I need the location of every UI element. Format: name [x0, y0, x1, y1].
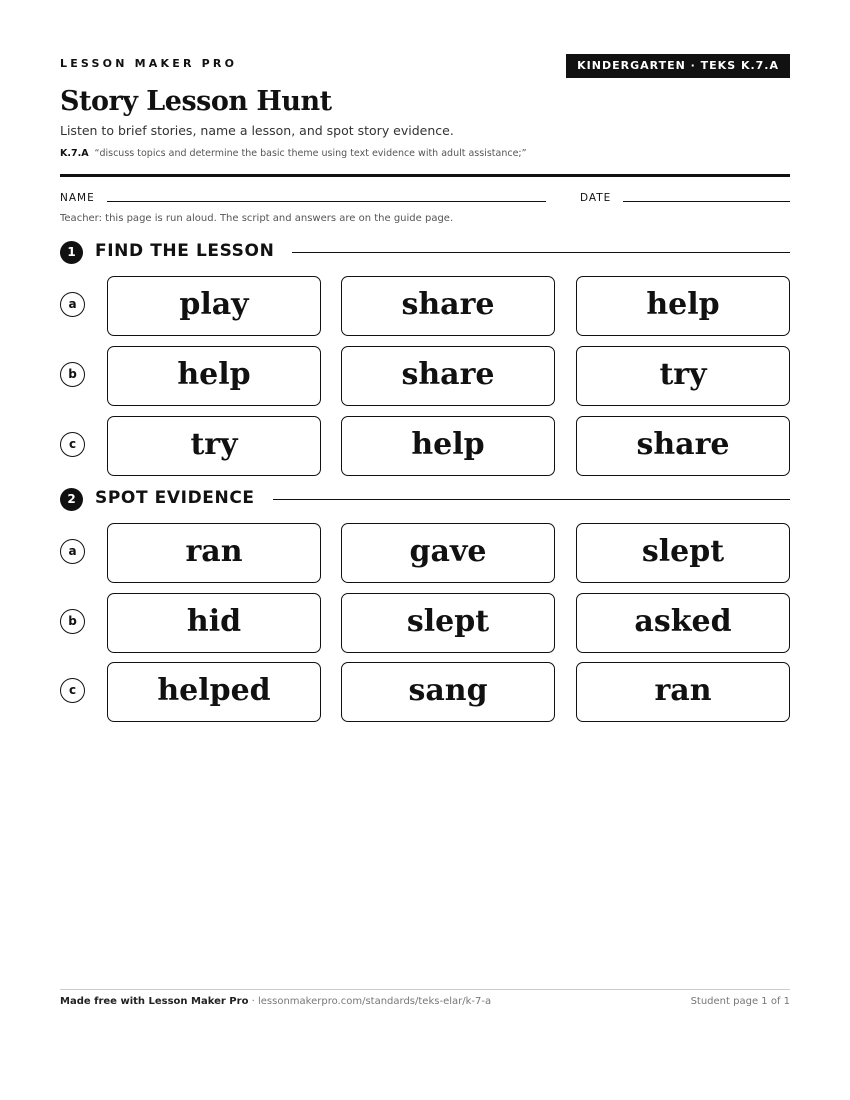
section-title: FIND THE LESSON — [95, 241, 275, 261]
section-number-badge: 1 — [60, 241, 83, 264]
word-card[interactable]: sang — [341, 662, 555, 722]
page-title: Story Lesson Hunt — [60, 86, 332, 117]
section-title: SPOT EVIDENCE — [95, 488, 255, 508]
footer-url-link[interactable]: lessonmakerpro.com/standards/teks-elar/k-7-a — [257, 996, 492, 1007]
word-card[interactable]: helped — [107, 662, 321, 722]
header-divider — [60, 174, 790, 177]
page-subtitle: Listen to brief stories, name a lesson, and spot story evidence. — [60, 123, 454, 138]
brand-name: LESSON MAKER PRO — [60, 57, 238, 70]
name-date-row — [60, 190, 790, 206]
standard-line — [60, 148, 527, 159]
row-letter-badge: b — [60, 362, 85, 387]
section-heading-spot-evidence — [60, 487, 790, 511]
word-card[interactable]: share — [341, 276, 555, 336]
section-rule — [292, 252, 790, 253]
footer-page-number: Student page 1 of 1 — [690, 996, 790, 1007]
date-label: DATE — [580, 192, 612, 204]
word-card[interactable]: try — [107, 416, 321, 476]
footer-divider — [60, 989, 790, 990]
footer-separator: · — [248, 996, 258, 1007]
word-card[interactable]: ran — [576, 662, 790, 722]
answer-row — [60, 416, 790, 476]
word-card[interactable]: help — [576, 276, 790, 336]
word-card[interactable]: try — [576, 346, 790, 406]
row-letter-badge: a — [60, 539, 85, 564]
word-card[interactable]: asked — [576, 593, 790, 653]
answer-row — [60, 346, 790, 406]
section-number-badge: 2 — [60, 488, 83, 511]
name-label: NAME — [60, 192, 95, 204]
word-card[interactable]: share — [341, 346, 555, 406]
row-letter-badge: b — [60, 609, 85, 634]
grade-badge: KINDERGARTEN · TEKS K.7.A — [566, 54, 790, 78]
row-letter-badge: c — [60, 432, 85, 457]
row-letter-badge: a — [60, 292, 85, 317]
word-card[interactable]: play — [107, 276, 321, 336]
word-card[interactable]: gave — [341, 523, 555, 583]
teacher-note: Teacher: this page is run aloud. The script and answers are on the guide page. — [60, 213, 454, 224]
word-card[interactable]: hid — [107, 593, 321, 653]
section-heading-find-the-lesson — [60, 240, 790, 264]
worksheet-page — [60, 0, 790, 1100]
answer-row — [60, 593, 790, 653]
answer-row — [60, 523, 790, 583]
answer-row — [60, 276, 790, 336]
word-card[interactable]: share — [576, 416, 790, 476]
section-rule — [273, 499, 790, 500]
standard-code: K.7.A — [60, 148, 89, 159]
word-card[interactable]: help — [341, 416, 555, 476]
answer-row — [60, 662, 790, 722]
row-letter-badge: c — [60, 678, 85, 703]
footer-credit — [60, 996, 491, 1007]
footer-made-by: Made free with Lesson Maker Pro — [60, 996, 249, 1007]
word-card[interactable]: ran — [107, 523, 321, 583]
standard-text: “discuss topics and determine the basic theme using text evidence with adult assistance;” — [94, 148, 527, 159]
name-field[interactable] — [107, 201, 546, 202]
word-card[interactable]: slept — [341, 593, 555, 653]
word-card[interactable]: help — [107, 346, 321, 406]
date-field[interactable] — [623, 201, 790, 202]
word-card[interactable]: slept — [576, 523, 790, 583]
